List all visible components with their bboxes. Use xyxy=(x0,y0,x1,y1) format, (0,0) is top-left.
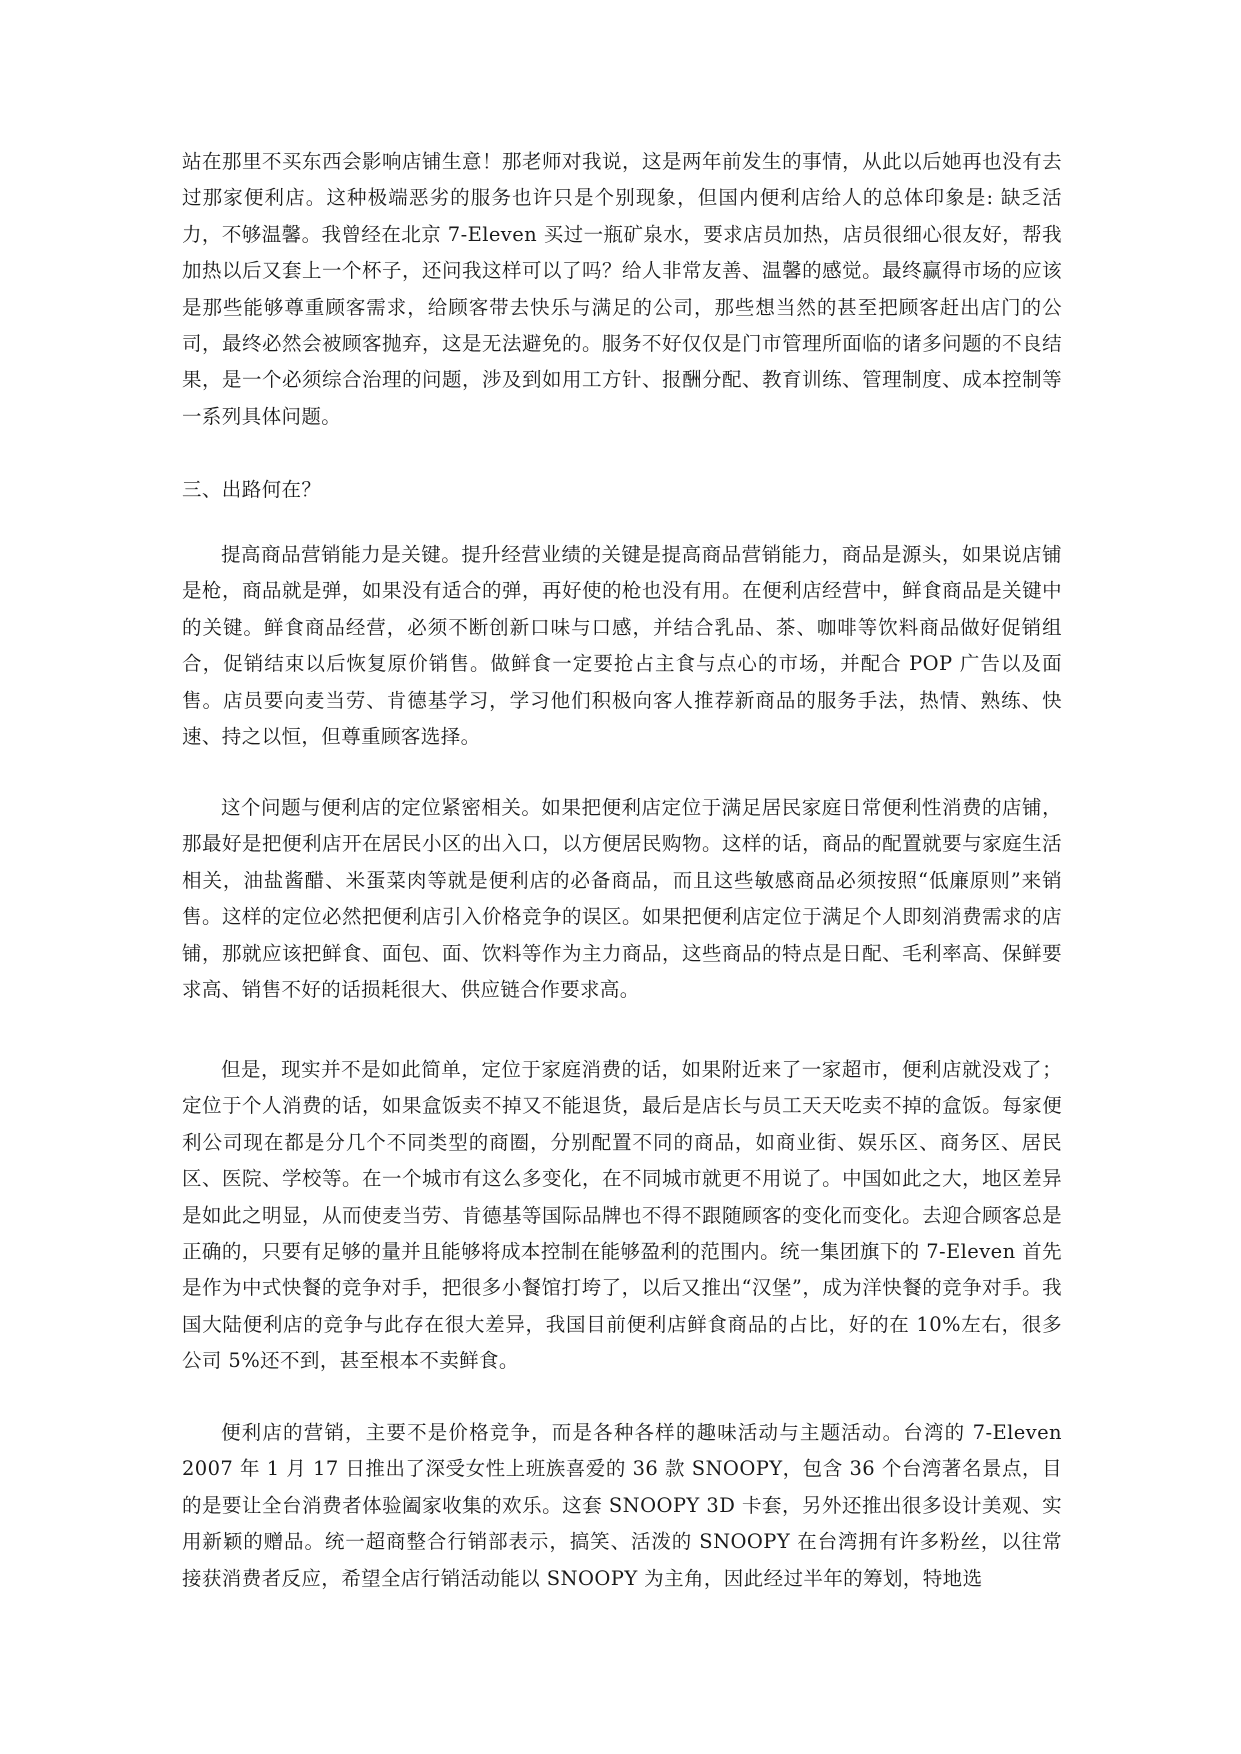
paragraph-service-quality: 站在那里不买东西会影响店铺生意！那老师对我说，这是两年前发生的事情，从此以后她再也没有去过那家便利店。这种极端恶劣的服务也许只是个别现象，但国内便利店给人的总体印象是: 缺乏活力，不够温馨。我曾经在北京 7-Eleven 买过一瓶矿泉水，要求店员加热，店员很细心很友好，帮我加热以后又套上一个杯子，还问我这样可以了吗？给人非常友善、温馨的感觉。最终赢得市场的应该是那些能够尊重顾客需求，给顾客带去快乐与满足的公司，那些想当然的甚至把顾客赶出店门的公司，最终必然会被顾客抛弃，这是无法避免的。服务不好仅仅是门市管理所面临的诸多问题的不良结果，是一个必须综合治理的问题，涉及到如用工方针、报酬分配、教育训练、管理制度、成本控制等一系列具体问题。 xyxy=(182,150,1062,428)
paragraph-merchandising: 提高商品营销能力是关键。提升经营业绩的关键是提高商品营销能力，商品是源头，如果说店铺是枪，商品就是弹，如果没有适合的弹，再好使的枪也没有用。在便利店经营中，鲜食商品是关键中的关键。鲜食商品经营，必须不断创新口味与口感，并结合乳品、茶、咖啡等饮料商品做好促销组合，促销结束以后恢复原价销售。做鲜食一定要抢占主食与点心的市场，并配合 POP 广告以及面售。店员要向麦当劳、肯德基学习，学习他们积极向客人推荐新商品的服务手法，热情、熟练、快速、持之以恒，但尊重顾客选择。 xyxy=(182,543,1062,749)
paragraph-reality: 但是，现实并不是如此简单，定位于家庭消费的话，如果附近来了一家超市，便利店就没戏了；定位于个人消费的话，如果盒饭卖不掉又不能退货，最后是店长与员工天天吃卖不掉的盒饭。每家便利公司现在都是分几个不同类型的商圈，分别配置不同的商品，如商业街、娱乐区、商务区、居民区、医院、学校等。在一个城市有这么多变化，在不同城市就更不用说了。中国如此之大，地区差异是如此之明显，从而使麦当劳、肯德基等国际品牌也不得不跟随顾客的变化而变化。去迎合顾客总是正确的，只要有足够的量并且能够将成本控制在能够盈利的范围内。统一集团旗下的 7-Eleven 首先是作为中式快餐的竞争对手，把很多小餐馆打垮了，以后又推出“汉堡”，成为洋快餐的竞争对手。我国大陆便利店的竞争与此存在很大差异，我国目前便利店鲜食商品的占比，好的在 10%左右，很多公司 5%还不到，甚至根本不卖鲜食。 xyxy=(182,1058,1062,1373)
section-heading: 三、出路何在？ xyxy=(182,478,322,501)
paragraph-positioning: 这个问题与便利店的定位紧密相关。如果把便利店定位于满足居民家庭日常便利性消费的店铺，那最好是把便利店开在居民小区的出入口，以方便居民购物。这样的话，商品的配置就要与家庭生活相关，油盐酱醋、米蛋菜肉等就是便利店的必备商品，而且这些敏感商品必须按照“低廉原则”来销售。这样的定位必然把便利店引入价格竞争的误区。如果把便利店定位于满足个人即刻消费需求的店铺，那就应该把鲜食、面包、面、饮料等作为主力商品，这些商品的特点是日配、毛利率高、保鲜要求高、销售不好的话损耗很大、供应链合作要求高。 xyxy=(182,796,1062,1002)
paragraph-marketing: 便利店的营销，主要不是价格竞争，而是各种各样的趣味活动与主题活动。台湾的 7-Eleven 2007 年 1 月 17 日推出了深受女性上班族喜爱的 36 款 SNOOPY，包含 36 个台湾著名景点，目的是要让全台消费者体验阖家收集的欢乐。这套 SNOOPY 3D 卡套，另外还推出很多设计美观、实用新颖的赠品。统一超商整合行销部表示，搞笑、活泼的 SNOOPY 在台湾拥有许多粉丝，以往常接获消费者反应，希望全店行销活动能以 SNOOPY 为主角，因此经过半年的筹划，特地选 xyxy=(182,1421,1062,1590)
